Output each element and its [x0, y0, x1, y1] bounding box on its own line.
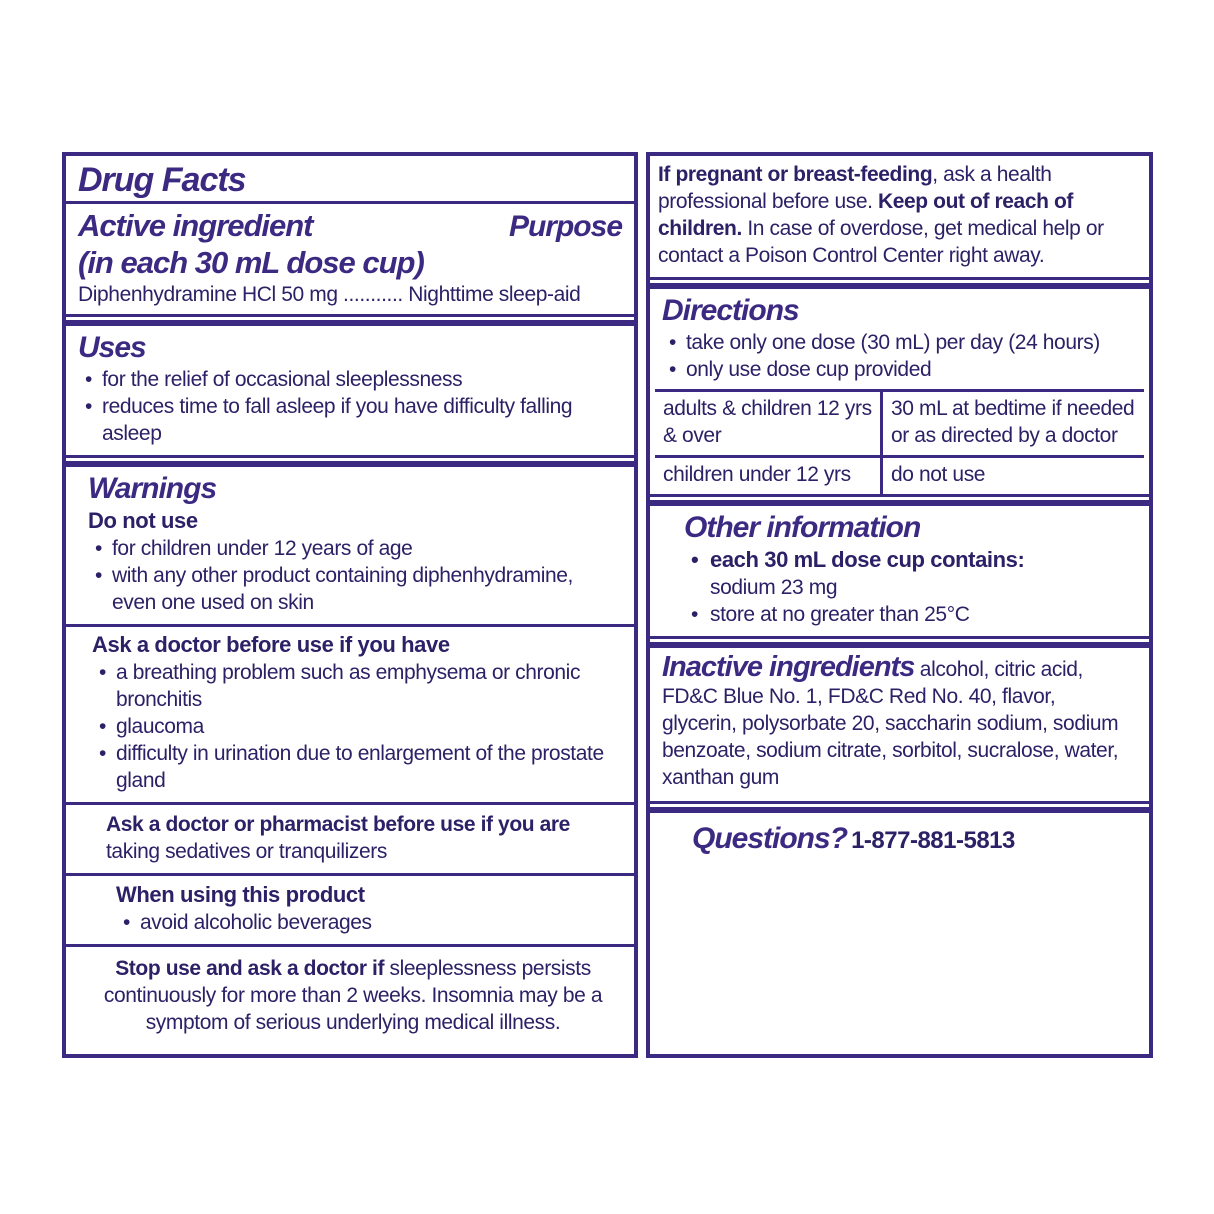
when-using-heading: When using this product — [116, 882, 365, 907]
directions-section — [650, 289, 1149, 389]
do-not-use-heading: Do not use — [88, 508, 198, 533]
divider — [650, 494, 1149, 506]
uses-section — [66, 326, 634, 455]
ask-pharmacist-bold: Ask a doctor or pharmacist before use if you are — [106, 813, 570, 836]
do-not-use-bullet: • for children under 12 years of age — [88, 535, 622, 562]
questions-heading: Questions? — [692, 822, 848, 855]
ask-doctor-heading: Ask a doctor before use if you have — [92, 632, 450, 657]
other-information-heading: Other information — [684, 511, 921, 544]
dosage-table — [655, 389, 1144, 494]
ask-doctor-bullet: • glaucoma — [92, 713, 622, 740]
left-column — [62, 152, 638, 1058]
pregnancy-text: , ask a health professional before use. — [658, 163, 1052, 213]
drug-facts-title: Drug Facts — [78, 161, 246, 199]
drug-facts-header — [66, 156, 634, 201]
stop-use-section — [66, 947, 634, 1044]
dosage-row — [655, 392, 1144, 455]
divider — [650, 801, 1149, 813]
ask-pharmacist-text: taking sedatives or tranquilizers — [106, 840, 387, 863]
keep-out-of-reach-bold: Keep out of reach of children. — [658, 190, 1074, 240]
purpose-heading: Purpose — [508, 210, 622, 243]
ask-doctor-section — [66, 627, 634, 802]
directions-heading: Directions — [662, 294, 799, 327]
dosage-who-cell: children under 12 yrs — [663, 463, 851, 486]
divider — [650, 636, 1149, 648]
ask-doctor-bullet: • a breathing problem such as emphysema or chronic bronchitis — [92, 659, 622, 713]
pregnancy-warning-section — [650, 156, 1149, 277]
when-using-bullet: • avoid alcoholic beverages — [116, 909, 622, 936]
pregnancy-bold: If pregnant or breast-feeding — [658, 163, 933, 186]
overdose-text: In case of overdose, get medical help or contact a Poison Control Center right away. — [658, 217, 1104, 267]
dosage-dose-cell: do not use — [880, 458, 1144, 494]
dosage-row — [655, 455, 1144, 494]
right-column — [646, 152, 1153, 1058]
other-information-section — [650, 506, 1149, 636]
directions-bullet: • only use dose cup provided — [662, 356, 1141, 383]
ask-doctor-bullet: • difficulty in urination due to enlargement of the prostate gland — [92, 740, 622, 794]
inactive-ingredients-heading: Inactive ingredients — [662, 651, 915, 683]
do-not-use-bullet: • with any other product containing diphenhydramine, even one used on skin — [88, 562, 622, 616]
divider — [66, 455, 634, 467]
sodium-line: sodium 23 mg — [710, 576, 838, 599]
dosage-dose-cell: 30 mL at bedtime if needed or as directed by a doctor — [880, 392, 1144, 455]
stop-use-text: sleeplessness persists continuously for more than 2 weeks. Insomnia may be a symptom of serious underlying medical illness. — [103, 957, 603, 1034]
active-ingredient-section — [66, 204, 634, 314]
active-ingredient-heading-row — [78, 208, 622, 245]
questions-section — [650, 813, 1149, 865]
dosage-who-cell: adults & children 12 yrs & over — [663, 397, 872, 447]
uses-bullet: • reduces time to fall asleep if you have difficulty falling asleep — [78, 393, 622, 447]
active-ingredient-heading: Active ingredient — [78, 208, 313, 243]
label-panel — [62, 152, 1153, 1058]
uses-bullet: • for the relief of occasional sleeplessness — [78, 366, 622, 393]
warnings-heading: Warnings — [88, 472, 217, 505]
warnings-section — [66, 467, 634, 624]
active-ingredient-subheading: (in each 30 mL dose cup) — [78, 245, 424, 280]
uses-heading: Uses — [78, 331, 146, 364]
ask-pharmacist-section — [66, 805, 634, 873]
directions-bullet: • take only one dose (30 mL) per day (24 hours) — [662, 329, 1141, 356]
divider — [66, 314, 634, 326]
questions-phone-number: 1-877-881-5813 — [851, 827, 1015, 854]
active-ingredient-row: Diphenhydramine HCl 50 mg ........... Nighttime sleep-aid — [78, 283, 581, 306]
dose-cup-contains-bullet: • each 30 mL dose cup contains: — [684, 546, 1139, 574]
stop-use-bold: Stop use and ask a doctor if — [115, 957, 385, 980]
divider — [650, 277, 1149, 289]
when-using-section — [66, 876, 634, 944]
storage-bullet: • store at no greater than 25°C — [684, 601, 1139, 628]
inactive-ingredients-section — [650, 648, 1149, 801]
inactive-ingredients-list: alcohol, citric acid, FD&C Blue No. 1, FD&C Red No. 40, flavor, glycerin, polysorbate 20, saccharin sodium, sodium benzoate, sodium citrate, sorbitol, sucralose, water, xanthan gum — [662, 658, 1119, 789]
